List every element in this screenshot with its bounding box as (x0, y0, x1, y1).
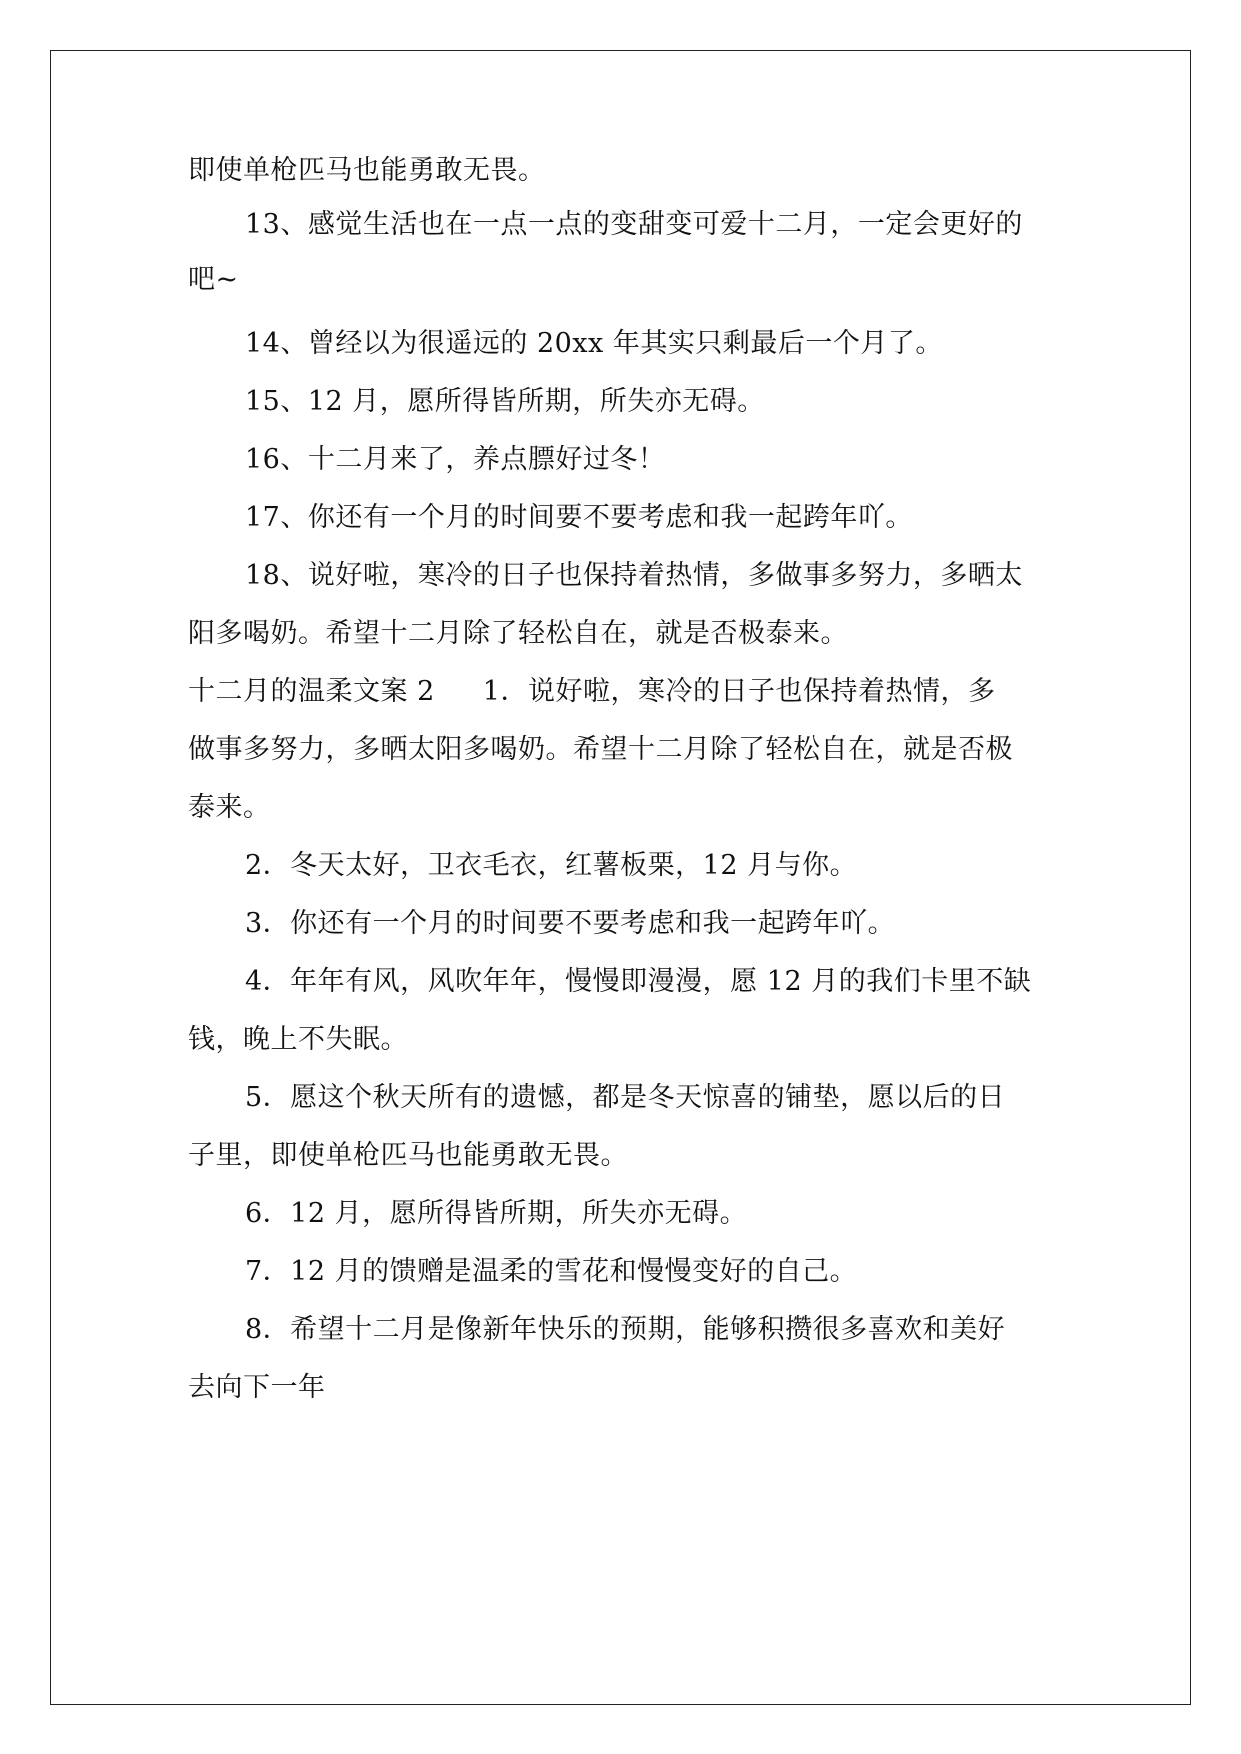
list-item-5: 5．愿这个秋天所有的遗憾，都是冬天惊喜的铺垫，愿以后的日 (245, 1082, 1006, 1113)
list-item-2: 2．冬天太好，卫衣毛衣，红薯板栗，12 月与你。 (245, 850, 858, 881)
list-item-1: 1．说好啦，寒冷的日子也保持着热情，多 (482, 676, 996, 707)
section-heading: 十二月的温柔文案 2 (188, 676, 435, 707)
text-line: 泰来。 (188, 792, 271, 823)
list-item-3: 3．你还有一个月的时间要不要考虑和我一起跨年吖。 (245, 908, 896, 939)
text-line: 钱，晚上不失眠。 (188, 1024, 408, 1055)
list-item-15: 15、12 月，愿所得皆所期，所失亦无碍。 (245, 386, 765, 417)
list-item-7: 7．12 月的馈赠是温柔的雪花和慢慢变好的自己。 (245, 1256, 858, 1287)
section-heading-line (188, 674, 995, 710)
list-item-4: 4．年年有风，风吹年年，慢慢即漫漫，愿 12 月的我们卡里不缺 (245, 966, 1032, 997)
text-line: 吧~ (188, 264, 239, 295)
text-line: 子里，即使单枪匹马也能勇敢无畏。 (188, 1140, 628, 1171)
list-item-16: 16、十二月来了，养点膘好过冬！ (245, 444, 666, 475)
list-item-8: 8．希望十二月是像新年快乐的预期，能够积攒很多喜欢和美好 (245, 1314, 1006, 1345)
list-item-14: 14、曾经以为很遥远的 20xx 年其实只剩最后一个月了。 (245, 328, 943, 359)
text-line: 阳多喝奶。希望十二月除了轻松自在，就是否极泰来。 (188, 618, 848, 649)
list-item-6: 6．12 月，愿所得皆所期，所失亦无碍。 (245, 1198, 748, 1229)
list-item-17: 17、你还有一个月的时间要不要考虑和我一起跨年吖。 (245, 502, 913, 533)
text-line: 去向下一年 (188, 1372, 326, 1403)
list-item-18: 18、说好啦，寒冷的日子也保持着热情，多做事多努力，多晒太 (245, 560, 1023, 591)
list-item-13: 13、感觉生活也在一点一点的变甜变可爱十二月，一定会更好的 (245, 209, 1023, 240)
text-line: 做事多努力，多晒太阳多喝奶。希望十二月除了轻松自在，就是否极 (188, 734, 1013, 765)
text-line: 即使单枪匹马也能勇敢无畏。 (188, 155, 546, 186)
